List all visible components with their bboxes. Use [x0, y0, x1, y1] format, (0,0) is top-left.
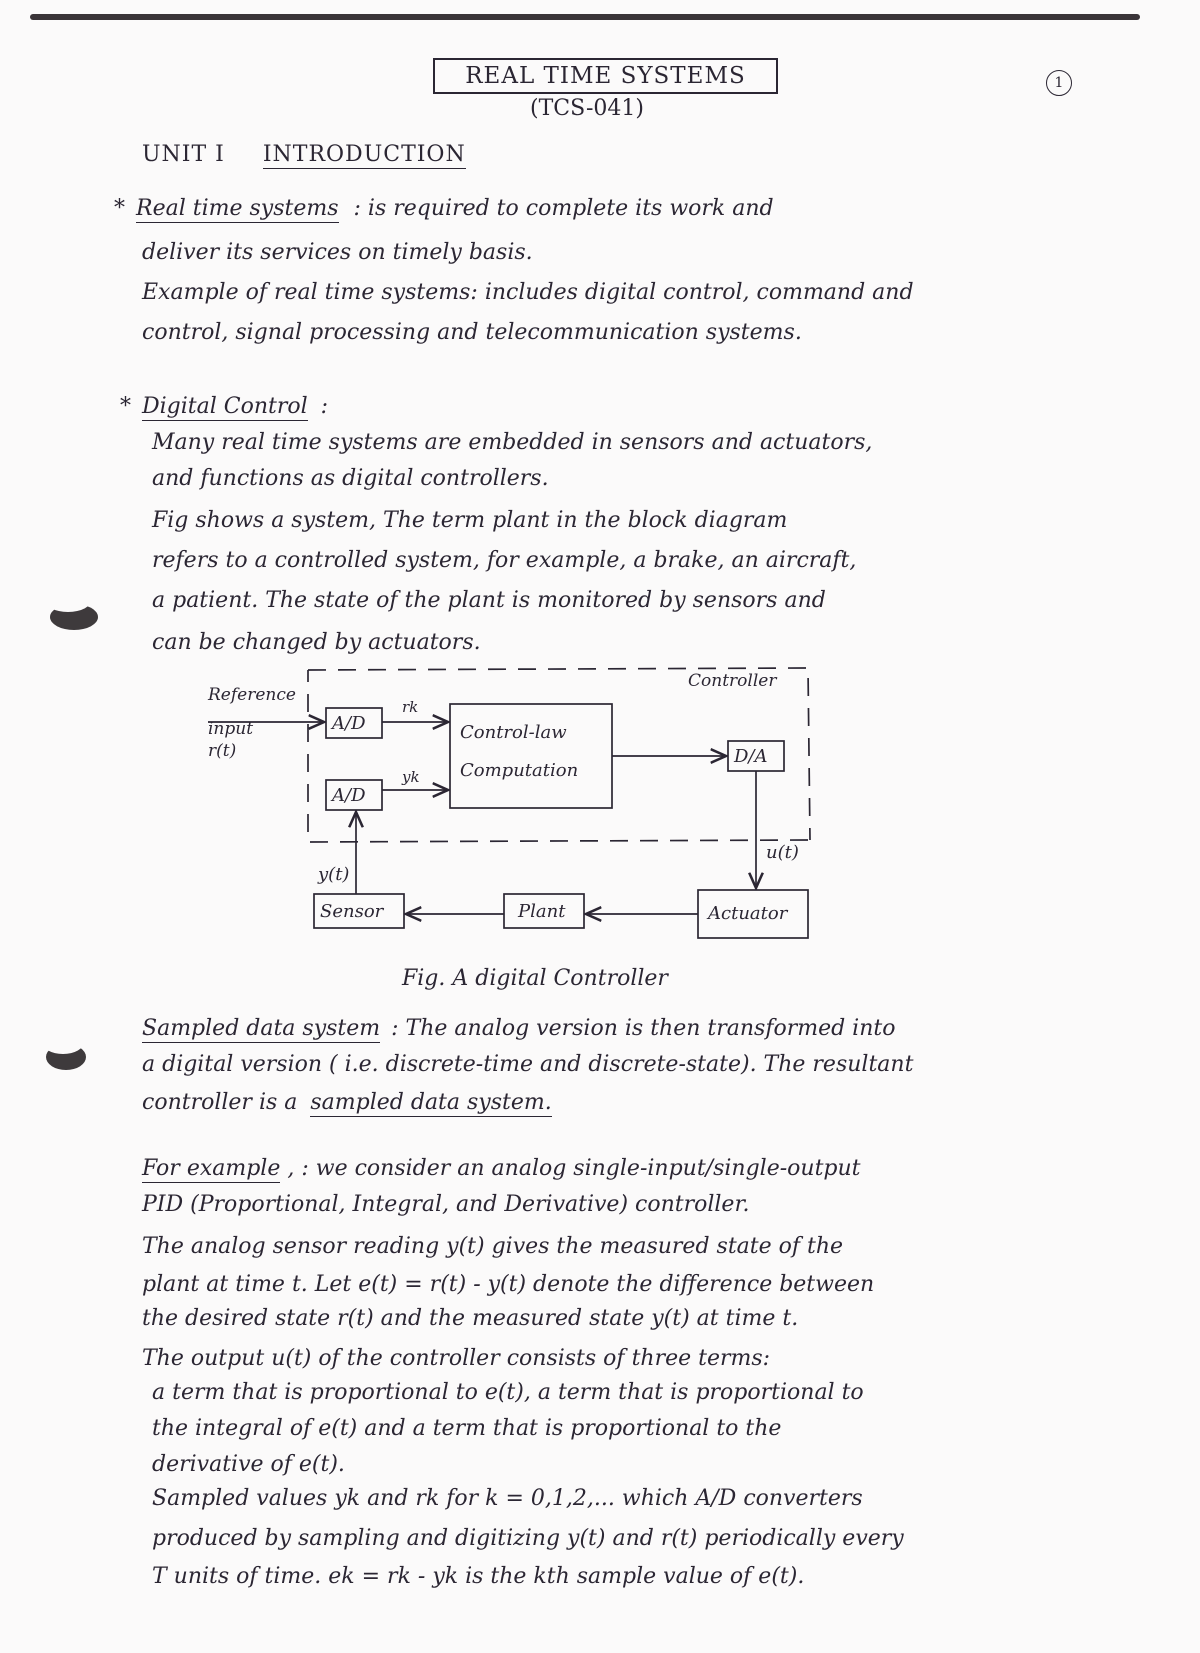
- example-line-12: T units of time. ek = rk - yk is the kth sample value of e(t).: [152, 1564, 805, 1589]
- sampled-line-2: a digital version ( i.e. discrete-time and discrete-state). The resultant: [142, 1052, 914, 1077]
- ad-bottom-box: [326, 780, 382, 810]
- page-top-edge: [30, 14, 1140, 20]
- example-line-5: the desired state r(t) and the measured state y(t) at time t.: [142, 1306, 799, 1331]
- ad-top-label: A/D: [332, 713, 366, 734]
- dc-bullet: *: [120, 394, 131, 419]
- punch-hole-top-highlight: [44, 586, 92, 612]
- reference-label-2: input: [208, 719, 254, 739]
- dc-line-6: can be changed by actuators.: [152, 630, 481, 655]
- figure-caption: Fig. A digital Controller: [402, 966, 668, 991]
- example-line-9: derivative of e(t).: [152, 1452, 345, 1477]
- ut-label: u(t): [766, 842, 799, 863]
- sensor-label: Sensor: [320, 901, 384, 922]
- ad-bottom-label: A/D: [332, 785, 366, 806]
- rts-line-1: [114, 196, 774, 221]
- reference-label-3: r(t): [208, 741, 237, 761]
- rts-line-4: control, signal processing and telecommunication systems.: [142, 320, 802, 345]
- example-line-11: produced by sampling and digitizing y(t) and r(t) periodically every: [152, 1526, 904, 1551]
- example-line-6: The output u(t) of the controller consists of three terms:: [142, 1346, 771, 1371]
- example-line-4: plant at time t. Let e(t) = r(t) - y(t) denote the difference between: [142, 1272, 875, 1297]
- example-line-7: a term that is proportional to e(t), a term that is proportional to: [152, 1380, 864, 1405]
- course-code: (TCS-041): [530, 96, 644, 121]
- punch-hole-bottom-highlight: [42, 1030, 84, 1054]
- yk-label: yk: [402, 768, 420, 786]
- sampled-line-1: [142, 1016, 895, 1041]
- rts-definition: : is required to complete its work and: [353, 196, 774, 221]
- title-box: [433, 58, 778, 94]
- example-line-10: Sampled values yk and rk for k = 0,1,2,... which A/D converters: [152, 1486, 863, 1511]
- dc-line-2: and functions as digital controllers.: [152, 466, 549, 491]
- sensor-box: [314, 894, 404, 928]
- dc-line-3: Fig shows a system, The term plant in the block diagram: [152, 508, 788, 533]
- example-line-8: the integral of e(t) and a term that is proportional to the: [152, 1416, 782, 1441]
- unit-label: UNIT I: [142, 142, 225, 167]
- rk-label: rk: [402, 698, 419, 716]
- rts-bullet: *: [114, 196, 125, 221]
- control-law-label-2: Computation: [460, 760, 579, 781]
- unit-title: INTRODUCTION: [262, 142, 466, 167]
- dc-line-1: Many real time systems are embedded in sensors and actuators,: [152, 430, 873, 455]
- rts-line-3: Example of real time systems: includes digital control, command and: [142, 280, 914, 305]
- page-number: 1: [1046, 70, 1072, 96]
- sampled-line-3-term: sampled data system.: [310, 1090, 552, 1115]
- da-box: [728, 741, 784, 771]
- rts-line-2: deliver its services on timely basis.: [142, 240, 533, 265]
- sampled-line-3: [142, 1090, 552, 1115]
- control-law-label-1: Control-law: [460, 722, 567, 743]
- example-term: For example: [142, 1156, 281, 1181]
- plant-box: [504, 894, 584, 928]
- plant-label: Plant: [518, 901, 566, 922]
- actuator-box: [698, 890, 808, 938]
- sampled-definition: : The analog version is then transformed into: [391, 1016, 896, 1041]
- controller-label: Controller: [688, 671, 777, 691]
- dc-heading: [120, 394, 328, 419]
- ad-top-box: [326, 708, 382, 738]
- sampled-term: Sampled data system: [142, 1016, 381, 1041]
- da-label: D/A: [734, 746, 768, 767]
- actuator-label: Actuator: [708, 903, 788, 924]
- example-line-2: PID (Proportional, Integral, and Derivative) controller.: [142, 1192, 750, 1217]
- dc-line-5: a patient. The state of the plant is monitored by sensors and: [152, 588, 826, 613]
- dc-colon: :: [320, 394, 329, 419]
- dc-term: Digital Control: [142, 394, 308, 419]
- example-line-1: [142, 1156, 861, 1181]
- unit-heading: [142, 142, 466, 167]
- sampled-line-3-prefix: controller is a: [142, 1090, 298, 1115]
- controller-boundary: [308, 668, 810, 842]
- example-intro: , : we consider an analog single-input/single-output: [287, 1156, 861, 1181]
- page-title: REAL TIME SYSTEMS: [465, 63, 746, 89]
- reference-label-1: Reference: [208, 685, 296, 705]
- dc-line-4: refers to a controlled system, for example, a brake, an aircraft,: [152, 548, 857, 573]
- rts-term: Real time systems: [136, 196, 339, 221]
- example-line-3: The analog sensor reading y(t) gives the measured state of the: [142, 1234, 844, 1259]
- yt-label: y(t): [318, 864, 350, 885]
- control-law-box: [450, 704, 612, 808]
